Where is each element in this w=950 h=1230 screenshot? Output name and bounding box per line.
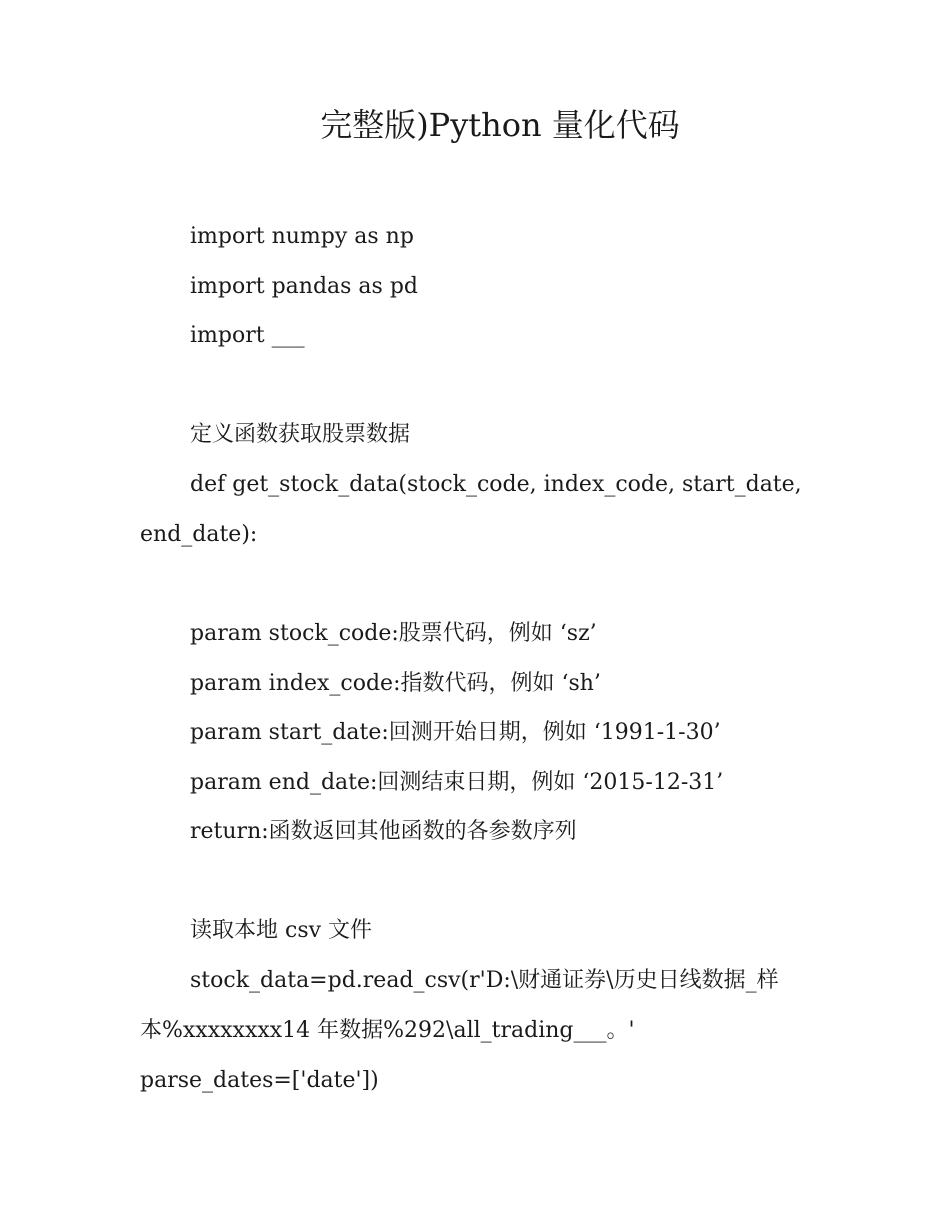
code-line-read-csv: stock_data=pd.read_csv(r'D:\财通证券\历史日线数据_样: [190, 968, 779, 993]
docstring-param-stock-code: param stock_code:股票代码，例如 ‘sz’: [190, 621, 597, 646]
docstring-return: return:函数返回其他函数的各参数序列: [190, 819, 577, 844]
comment-read-csv: 读取本地 csv 文件: [190, 918, 373, 943]
comment-define-function: 定义函数获取股票数据: [190, 422, 411, 447]
code-line-def-signature: def get_stock_data(stock_code, index_code, start_date,: [190, 472, 802, 497]
code-line-read-csv-cont: 本%xxxxxxxx14 年数据%292\all_trading___。': [140, 1018, 635, 1043]
code-line-parse-dates: parse_dates=['date']): [140, 1068, 379, 1093]
code-line-import-pandas: import pandas as pd: [190, 274, 418, 299]
code-line-import-blank: import ___: [190, 323, 305, 348]
docstring-param-end-date: param end_date:回测结束日期，例如 ‘2015-12-31’: [190, 770, 724, 795]
docstring-param-index-code: param index_code:指数代码，例如 ‘sh’: [190, 671, 601, 696]
code-line-def-signature-cont: end_date):: [140, 522, 258, 547]
document-title: 完整版)Python 量化代码: [320, 106, 680, 144]
docstring-param-start-date: param start_date:回测开始日期，例如 ‘1991-1-30’: [190, 720, 721, 745]
code-line-import-numpy: import numpy as np: [190, 224, 414, 249]
